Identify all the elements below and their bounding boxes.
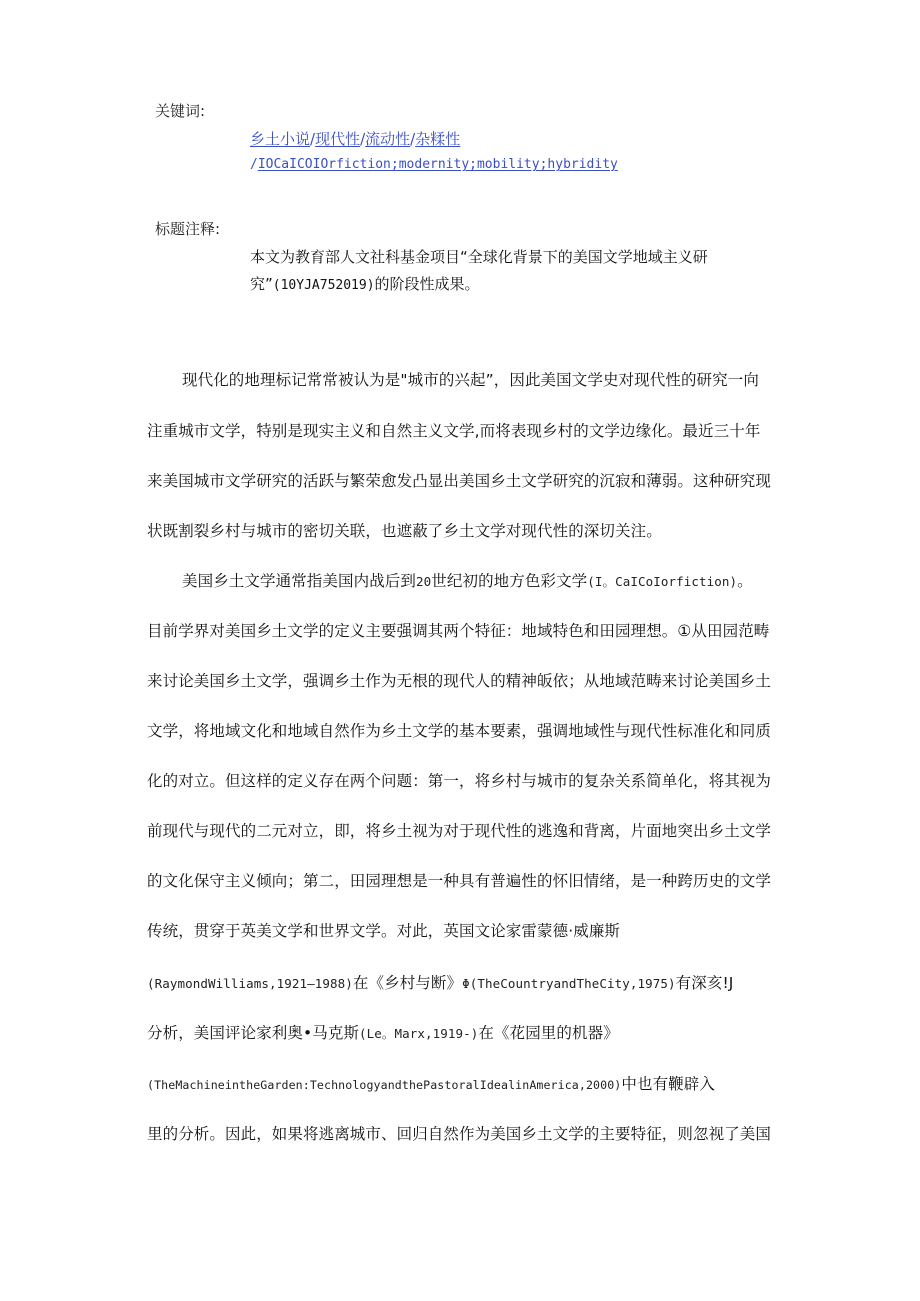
keywords-zh-line: [250, 128, 460, 149]
body-line-6: 目前学界对美国乡土文学的定义主要强调其两个特征：地域特色和田园理想。①从田园范畴: [147, 622, 770, 640]
project-code: (10YJA752019): [272, 278, 375, 293]
body-line-16: 里的分析。因此，如果将逃离城市、回归自然作为美国乡土文学的主要特征，则忽视了美国: [147, 1125, 772, 1143]
keyword-link-4[interactable]: 杂糅性: [415, 130, 461, 148]
body-line-1: 现代化的地理标记常常被认为是"城市的兴起”，因此美国文学史对现代性的研究一向: [182, 371, 759, 389]
body-line-5: [182, 569, 753, 591]
body-text: 有深亥!J: [675, 974, 734, 992]
keywords-en-line: [250, 157, 618, 172]
body-text: 中也有鞭辟入: [621, 1075, 715, 1093]
english-term: (I。CaICoIorfiction): [587, 574, 738, 589]
body-text: 在《乡村与断》: [352, 974, 463, 992]
english-term: (TheMachineintheGarden:TechnologyandthePastoralIdealinAmerica,2000): [147, 1078, 622, 1092]
english-term: Φ(TheCountryandTheCity,1975): [462, 976, 676, 991]
keyword-separator: /: [310, 130, 316, 148]
body-line-3: 来美国城市文学研究的活跃与繁荣愈发凸显出美国乡土文学研究的沉寂和薄弱。这种研究现: [147, 472, 772, 490]
keywords-en-link[interactable]: IOCaICOIOrfiction;modernity;mobility;hybridity: [257, 157, 618, 172]
century-number: 20: [416, 574, 432, 589]
body-text: 在《花园里的机器》: [478, 1024, 619, 1042]
title-note-label: 标题注释:: [155, 220, 221, 238]
title-note-text-a: 究”: [250, 275, 273, 293]
keyword-link-2[interactable]: 现代性: [315, 130, 361, 148]
body-line-8: 文学，将地域文化和地域自然作为乡土文学的基本要素，强调地域性与现代性标准化和同质: [147, 722, 772, 740]
keyword-link-1[interactable]: 乡土小说: [250, 130, 311, 148]
english-term: (RaymondWilliams,1921—1988): [147, 976, 353, 991]
body-text: 。: [737, 572, 753, 590]
body-line-12: 传统，贯穿于英美文学和世界文学。对此，英国文论家雷蒙德·威廉斯: [147, 922, 621, 940]
title-note-line-2: [250, 273, 480, 294]
body-line-13: [147, 971, 733, 993]
body-line-11: 的文化保守主义倾向；第二，田园理想是一种具有普遍性的怀旧情绪，是一种跨历史的文学: [147, 872, 772, 890]
title-note-line-1: 本文为教育部人文社科基金项目“全球化背景下的美国文学地域主义研: [250, 248, 708, 266]
keyword-link-3[interactable]: 流动性: [365, 130, 411, 148]
body-line-4: 状既割裂乡村与城市的密切关联，也遮蔽了乡土文学对现代性的深切关注。: [147, 522, 662, 540]
body-text: 世纪初的地方色彩文学: [431, 572, 588, 590]
title-note-text-b: 的阶段性成果。: [374, 275, 480, 293]
english-term: (Le。Marx,1919-): [359, 1026, 479, 1041]
body-line-9: 化的对立。但这样的定义存在两个问题：第一，将乡村与城市的复杂关系简单化，将其视为: [147, 772, 772, 790]
body-line-10: 前现代与现代的二元对立，即，将乡土视为对于现代性的逃逸和背离，片面地突出乡土文学: [147, 822, 772, 840]
body-line-2: 注重城市文学，特别是现实主义和自然主义文学,而将表现乡村的文学边缘化。最近三十年: [147, 422, 761, 440]
body-line-14: [147, 1021, 619, 1043]
keyword-separator: /: [410, 130, 416, 148]
body-text: 分析，美国评论家利奥•马克斯: [147, 1024, 360, 1042]
body-text: 美国乡土文学通常指美国内战后到: [182, 572, 417, 590]
keywords-label: 关键词:: [155, 102, 206, 120]
body-line-7: 来讨论美国乡土文学，强调乡土作为无根的现代人的精神皈依；从地域范畴来讨论美国乡土: [147, 672, 772, 690]
keyword-separator: /: [360, 130, 366, 148]
keywords-en-prefix: /: [250, 157, 258, 172]
body-line-15: [147, 1072, 715, 1094]
